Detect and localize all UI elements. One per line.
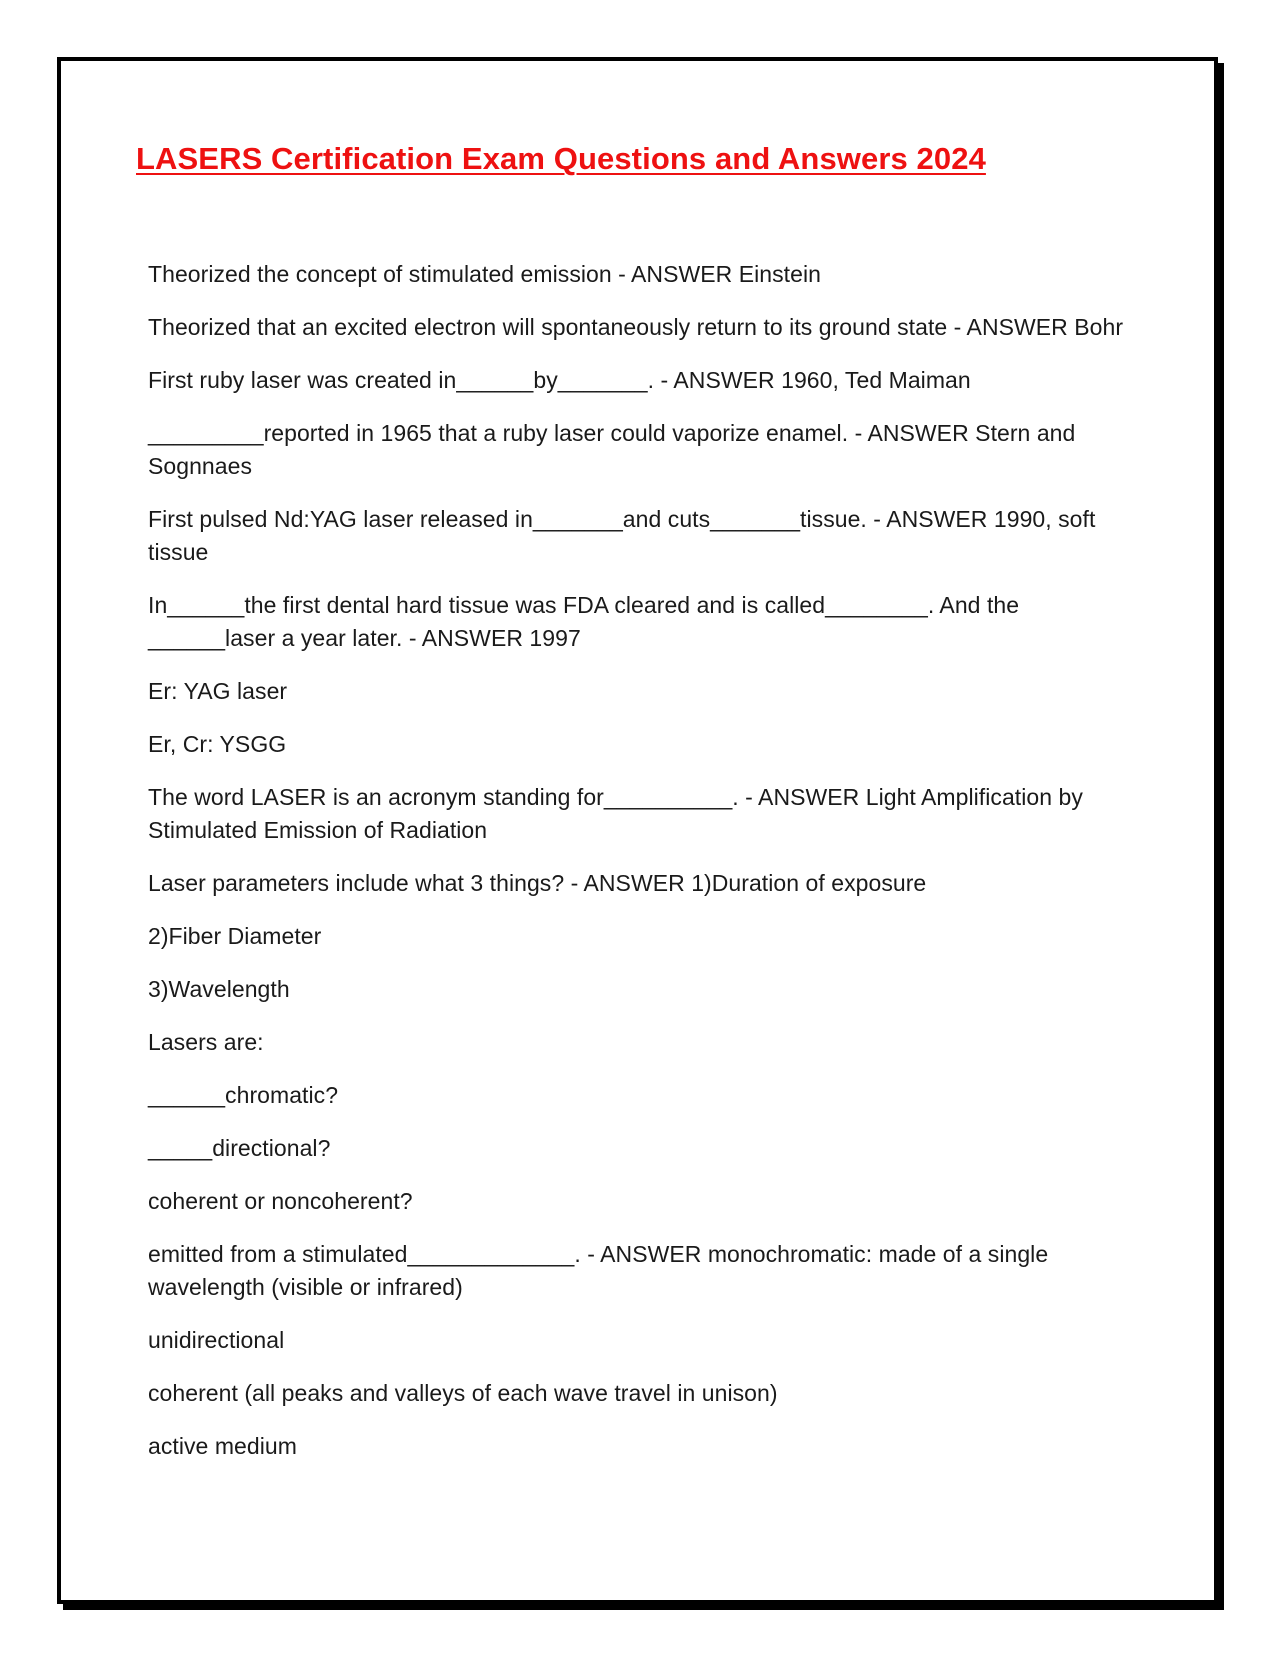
qa-paragraph: coherent (all peaks and valleys of each wave travel in unison) (148, 1380, 778, 1406)
qa-list (148, 258, 1138, 1483)
qa-paragraph: Er, Cr: YSGG (148, 731, 287, 757)
qa-paragraph: Laser parameters include what 3 things? - ANSWER 1)Duration of exposure (148, 870, 927, 896)
qa-paragraph: _____directional? (148, 1135, 331, 1161)
qa-paragraph: Theorized the concept of stimulated emission - ANSWER Einstein (148, 261, 821, 287)
qa-paragraph: Theorized that an excited electron will spontaneously return to its ground state - ANSWER Bohr (148, 314, 1124, 340)
document-title: LASERS Certification Exam Questions and Answers 2024 (136, 141, 986, 176)
qa-paragraph: _________reported in 1965 that a ruby laser could vaporize enamel. - ANSWER Stern and Sognnaes (148, 420, 1076, 479)
qa-paragraph: coherent or noncoherent? (148, 1188, 413, 1214)
qa-paragraph: active medium (148, 1433, 297, 1459)
qa-paragraph: 3)Wavelength (148, 976, 290, 1002)
qa-paragraph: Lasers are: (148, 1029, 264, 1055)
qa-paragraph: In______the first dental hard tissue was FDA cleared and is called________. And the ______laser a year later. - ANSWER 1997 (148, 592, 1020, 651)
qa-paragraph: unidirectional (148, 1327, 285, 1353)
qa-paragraph: emitted from a stimulated_____________. - ANSWER monochromatic: made of a single wavelength (visible or infrared) (148, 1241, 1049, 1300)
qa-paragraph: The word LASER is an acronym standing for__________. - ANSWER Light Amplification by Stimulated Emission of Radiation (148, 784, 1083, 843)
qa-paragraph: First ruby laser was created in______by_______. - ANSWER 1960, Ted Maiman (148, 367, 971, 393)
qa-paragraph: First pulsed Nd:YAG laser released in_______and cuts_______tissue. - ANSWER 1990, soft tissue (148, 506, 1096, 565)
qa-paragraph: 2)Fiber Diameter (148, 923, 322, 949)
qa-paragraph: ______chromatic? (148, 1082, 339, 1108)
qa-paragraph: Er: YAG laser (148, 678, 288, 704)
